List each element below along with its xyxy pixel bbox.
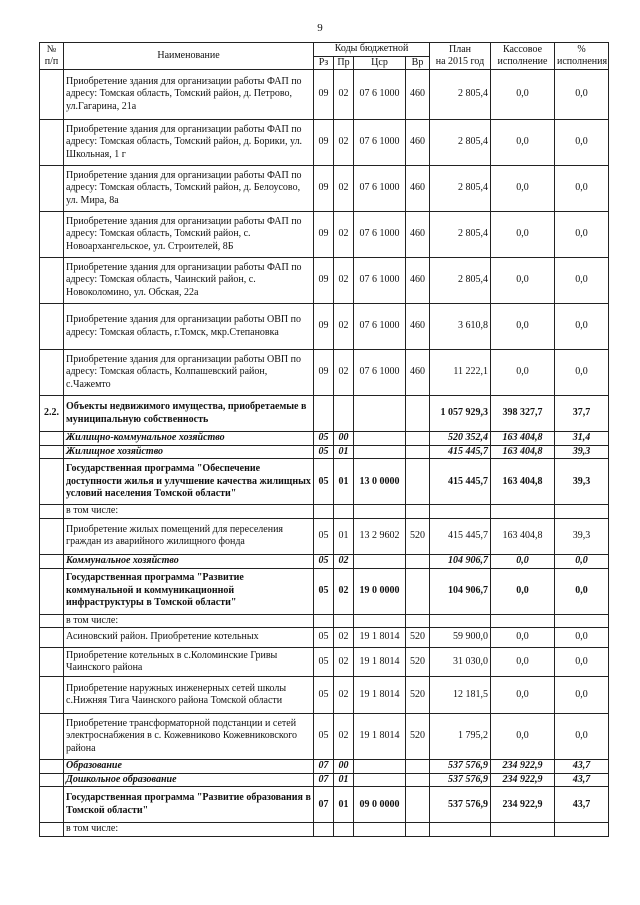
- row-rz: 07: [314, 773, 334, 787]
- row-vr: [406, 459, 430, 505]
- row-csr: 07 6 1000: [354, 350, 406, 396]
- row-rz: 05: [314, 518, 334, 554]
- row-percent: 39,3: [555, 459, 609, 505]
- row-number: [40, 554, 64, 568]
- header-num: № п/п: [40, 43, 64, 70]
- row-percent: 31,4: [555, 432, 609, 446]
- row-name: в том числе:: [64, 614, 314, 628]
- row-plan: 537 576,9: [430, 760, 491, 774]
- row-name: в том числе:: [64, 505, 314, 519]
- row-pr: 02: [334, 212, 354, 258]
- row-rz: [314, 396, 334, 432]
- row-number: [40, 823, 64, 837]
- row-cash: 163 404,8: [491, 459, 555, 505]
- row-plan: 3 610,8: [430, 304, 491, 350]
- row-plan: 31 030,0: [430, 648, 491, 677]
- row-percent: 0,0: [555, 350, 609, 396]
- row-csr: [354, 614, 406, 628]
- page-number: 9: [317, 22, 323, 34]
- row-name: Приобретение здания для организации работы ФАП по адресу: Томская область, Чаинский район, с. Новоколомино, ул. Обская, 22а: [64, 258, 314, 304]
- row-vr: 520: [406, 648, 430, 677]
- row-number: [40, 714, 64, 760]
- row-plan: 520 352,4: [430, 432, 491, 446]
- table-row: [40, 459, 609, 505]
- row-name: Приобретение наружных инженерных сетей школы с.Нижняя Тига Чаинского района Томской области: [64, 677, 314, 714]
- row-number: [40, 518, 64, 554]
- table-row: [40, 70, 609, 120]
- table-row: [40, 166, 609, 212]
- row-name: Жилищно-коммунальное хозяйство: [64, 432, 314, 446]
- row-percent: 37,7: [555, 396, 609, 432]
- row-cash: 0,0: [491, 648, 555, 677]
- row-csr: 13 0 0000: [354, 459, 406, 505]
- row-csr: 19 0 0000: [354, 568, 406, 614]
- row-vr: 460: [406, 166, 430, 212]
- row-number: [40, 350, 64, 396]
- table-row: [40, 614, 609, 628]
- row-pr: 02: [334, 568, 354, 614]
- row-name: Образование: [64, 760, 314, 774]
- header-codes-group: Коды бюджетной: [314, 43, 430, 57]
- table-body: [40, 70, 609, 837]
- row-name: Коммунальное хозяйство: [64, 554, 314, 568]
- row-rz: 05: [314, 445, 334, 459]
- row-vr: 460: [406, 258, 430, 304]
- row-rz: 09: [314, 166, 334, 212]
- row-vr: [406, 760, 430, 774]
- table-row: [40, 432, 609, 446]
- header-pr: Пр: [334, 56, 354, 70]
- row-vr: 520: [406, 714, 430, 760]
- row-vr: 460: [406, 120, 430, 166]
- row-percent: 43,7: [555, 787, 609, 823]
- header-cash: Кассовое исполнение: [491, 43, 555, 70]
- row-cash: [491, 823, 555, 837]
- row-pr: 01: [334, 459, 354, 505]
- row-rz: 09: [314, 212, 334, 258]
- row-pr: [334, 396, 354, 432]
- table-row: [40, 628, 609, 648]
- row-name: Приобретение трансформаторной подстанции и сетей электроснабжения в с. Кожевниково Кожевниковского района: [64, 714, 314, 760]
- row-cash: 234 922,9: [491, 773, 555, 787]
- row-percent: 0,0: [555, 628, 609, 648]
- row-rz: 07: [314, 760, 334, 774]
- row-number: [40, 304, 64, 350]
- row-rz: 05: [314, 459, 334, 505]
- row-plan: 1 795,2: [430, 714, 491, 760]
- table-row: [40, 648, 609, 677]
- row-number: [40, 648, 64, 677]
- row-name: Приобретение здания для организации работы ФАП по адресу: Томская область, Томский район, д. Белоусово, ул. Мира, 8а: [64, 166, 314, 212]
- row-pr: 02: [334, 677, 354, 714]
- table-row: [40, 505, 609, 519]
- row-pr: 01: [334, 445, 354, 459]
- row-plan: 1 057 929,3: [430, 396, 491, 432]
- row-vr: 520: [406, 518, 430, 554]
- row-percent: 0,0: [555, 677, 609, 714]
- row-rz: 09: [314, 70, 334, 120]
- budget-table: [39, 42, 609, 837]
- row-number: [40, 258, 64, 304]
- row-cash: 0,0: [491, 166, 555, 212]
- row-number: [40, 614, 64, 628]
- row-cash: [491, 505, 555, 519]
- row-pr: 02: [334, 258, 354, 304]
- row-number: [40, 212, 64, 258]
- row-percent: 0,0: [555, 166, 609, 212]
- row-cash: 0,0: [491, 628, 555, 648]
- row-cash: 0,0: [491, 258, 555, 304]
- row-vr: [406, 773, 430, 787]
- row-vr: [406, 568, 430, 614]
- row-csr: [354, 505, 406, 519]
- row-number: [40, 459, 64, 505]
- row-number: [40, 432, 64, 446]
- row-number: [40, 773, 64, 787]
- row-number: [40, 677, 64, 714]
- row-rz: [314, 823, 334, 837]
- row-rz: 05: [314, 648, 334, 677]
- row-number: [40, 445, 64, 459]
- row-pr: 01: [334, 773, 354, 787]
- row-vr: [406, 432, 430, 446]
- row-percent: 0,0: [555, 120, 609, 166]
- row-number: [40, 120, 64, 166]
- row-rz: 09: [314, 120, 334, 166]
- row-plan: 2 805,4: [430, 212, 491, 258]
- row-percent: [555, 614, 609, 628]
- row-number: [40, 760, 64, 774]
- row-plan: 415 445,7: [430, 518, 491, 554]
- row-name: Приобретение жилых помещений для переселения граждан из аварийного жилищного фонда: [64, 518, 314, 554]
- row-name: Приобретение здания для организации работы ФАП по адресу: Томская область, Томский район, д. Петрово, ул.Гагарина, 21а: [64, 70, 314, 120]
- table-row: [40, 568, 609, 614]
- row-pr: 02: [334, 554, 354, 568]
- row-cash: 234 922,9: [491, 760, 555, 774]
- row-plan: [430, 614, 491, 628]
- row-vr: [406, 787, 430, 823]
- row-percent: 0,0: [555, 568, 609, 614]
- row-csr: 07 6 1000: [354, 212, 406, 258]
- row-pr: 02: [334, 628, 354, 648]
- row-plan: 2 805,4: [430, 166, 491, 212]
- row-cash: 0,0: [491, 568, 555, 614]
- row-cash: 163 404,8: [491, 518, 555, 554]
- row-pr: 00: [334, 432, 354, 446]
- row-csr: 07 6 1000: [354, 120, 406, 166]
- row-name: Государственная программа "Развитие коммунальной и коммуникационной инфраструктуры в Томской области": [64, 568, 314, 614]
- row-csr: [354, 760, 406, 774]
- row-plan: 11 222,1: [430, 350, 491, 396]
- row-number: [40, 505, 64, 519]
- row-plan: 104 906,7: [430, 568, 491, 614]
- row-pr: 02: [334, 714, 354, 760]
- row-name: Государственная программа "Развитие образования в Томской области": [64, 787, 314, 823]
- table-row: [40, 258, 609, 304]
- row-name: Приобретение здания для организации работы ФАП по адресу: Томская область, Томский район, с. Новоархангельское, ул. Строителей, 8Б: [64, 212, 314, 258]
- row-cash: 0,0: [491, 554, 555, 568]
- row-percent: 0,0: [555, 714, 609, 760]
- row-cash: 0,0: [491, 304, 555, 350]
- row-csr: 19 1 8014: [354, 677, 406, 714]
- row-rz: 07: [314, 787, 334, 823]
- header-name: Наименование: [64, 43, 314, 70]
- header-percent: % исполнения: [555, 43, 609, 70]
- row-csr: 07 6 1000: [354, 70, 406, 120]
- row-rz: 09: [314, 350, 334, 396]
- row-csr: 07 6 1000: [354, 258, 406, 304]
- table-row: [40, 120, 609, 166]
- row-vr: 460: [406, 70, 430, 120]
- row-number: [40, 166, 64, 212]
- row-vr: 460: [406, 212, 430, 258]
- row-plan: 2 805,4: [430, 258, 491, 304]
- row-csr: 09 0 0000: [354, 787, 406, 823]
- row-csr: [354, 445, 406, 459]
- row-rz: 05: [314, 568, 334, 614]
- row-name: Жилищное хозяйство: [64, 445, 314, 459]
- row-vr: 520: [406, 677, 430, 714]
- row-cash: 398 327,7: [491, 396, 555, 432]
- row-plan: 537 576,9: [430, 773, 491, 787]
- row-plan: 415 445,7: [430, 445, 491, 459]
- row-rz: 05: [314, 677, 334, 714]
- row-name: Государственная программа "Обеспечение доступности жилья и улучшение качества жилищных условий населения Томской области": [64, 459, 314, 505]
- row-rz: 05: [314, 714, 334, 760]
- table-row: [40, 773, 609, 787]
- row-vr: [406, 445, 430, 459]
- row-plan: [430, 505, 491, 519]
- row-pr: 02: [334, 350, 354, 396]
- row-percent: 39,3: [555, 445, 609, 459]
- row-vr: [406, 614, 430, 628]
- table-row: [40, 823, 609, 837]
- table-row: [40, 677, 609, 714]
- table-row: [40, 714, 609, 760]
- row-percent: 39,3: [555, 518, 609, 554]
- row-rz: 09: [314, 304, 334, 350]
- row-name: Приобретение здания для организации работы ОВП по адресу: Томская область, г.Томск, мкр.Степановка: [64, 304, 314, 350]
- row-rz: 09: [314, 258, 334, 304]
- row-cash: 0,0: [491, 70, 555, 120]
- row-cash: 163 404,8: [491, 445, 555, 459]
- row-plan: 12 181,5: [430, 677, 491, 714]
- row-rz: 05: [314, 554, 334, 568]
- row-vr: 520: [406, 628, 430, 648]
- row-vr: 460: [406, 350, 430, 396]
- row-csr: [354, 396, 406, 432]
- row-percent: 0,0: [555, 212, 609, 258]
- row-pr: 01: [334, 518, 354, 554]
- row-percent: 0,0: [555, 258, 609, 304]
- row-pr: 01: [334, 787, 354, 823]
- table-row: [40, 350, 609, 396]
- table-row: [40, 760, 609, 774]
- row-pr: [334, 505, 354, 519]
- row-csr: 07 6 1000: [354, 304, 406, 350]
- row-percent: 0,0: [555, 304, 609, 350]
- row-csr: 07 6 1000: [354, 166, 406, 212]
- row-csr: 19 1 8014: [354, 714, 406, 760]
- table-row: [40, 445, 609, 459]
- row-vr: [406, 396, 430, 432]
- header-rz: Рз: [314, 56, 334, 70]
- row-plan: 2 805,4: [430, 70, 491, 120]
- row-pr: 02: [334, 648, 354, 677]
- row-percent: [555, 823, 609, 837]
- row-pr: [334, 614, 354, 628]
- row-number: [40, 787, 64, 823]
- row-plan: 2 805,4: [430, 120, 491, 166]
- row-cash: 163 404,8: [491, 432, 555, 446]
- row-percent: 0,0: [555, 70, 609, 120]
- row-number: [40, 70, 64, 120]
- row-pr: 02: [334, 304, 354, 350]
- row-pr: 02: [334, 166, 354, 212]
- row-percent: 43,7: [555, 760, 609, 774]
- row-cash: 0,0: [491, 350, 555, 396]
- row-vr: [406, 505, 430, 519]
- table-row: [40, 554, 609, 568]
- header-plan: План на 2015 год: [430, 43, 491, 70]
- row-name: Дошкольное образование: [64, 773, 314, 787]
- row-cash: 234 922,9: [491, 787, 555, 823]
- row-percent: 0,0: [555, 554, 609, 568]
- row-csr: [354, 773, 406, 787]
- row-rz: [314, 505, 334, 519]
- table-row: [40, 304, 609, 350]
- row-csr: 19 1 8014: [354, 628, 406, 648]
- row-name: Приобретение здания для организации работы ОВП по адресу: Томская область, Колпашевский район, с.Чажемто: [64, 350, 314, 396]
- row-number: [40, 628, 64, 648]
- row-csr: 13 2 9602: [354, 518, 406, 554]
- row-plan: [430, 823, 491, 837]
- row-number: [40, 568, 64, 614]
- row-csr: [354, 823, 406, 837]
- row-percent: [555, 505, 609, 519]
- row-cash: 0,0: [491, 677, 555, 714]
- table-row: [40, 787, 609, 823]
- row-vr: [406, 554, 430, 568]
- row-name: Асиновский район. Приобретение котельных: [64, 628, 314, 648]
- row-cash: 0,0: [491, 714, 555, 760]
- row-pr: 02: [334, 120, 354, 166]
- table-row: [40, 518, 609, 554]
- row-csr: [354, 432, 406, 446]
- row-cash: 0,0: [491, 212, 555, 258]
- row-plan: 104 906,7: [430, 554, 491, 568]
- row-vr: [406, 823, 430, 837]
- row-cash: 0,0: [491, 120, 555, 166]
- row-percent: 43,7: [555, 773, 609, 787]
- header-vr: Вр: [406, 56, 430, 70]
- row-cash: [491, 614, 555, 628]
- row-vr: 460: [406, 304, 430, 350]
- header-csr: Цср: [354, 56, 406, 70]
- row-pr: [334, 823, 354, 837]
- row-rz: 05: [314, 432, 334, 446]
- table-row: [40, 396, 609, 432]
- row-name: Приобретение здания для организации работы ФАП по адресу: Томская область, Томский район, д. Борики, ул. Школьная, 1 г: [64, 120, 314, 166]
- row-name: Приобретение котельных в с.Коломинские Гривы Чаинского района: [64, 648, 314, 677]
- row-rz: 05: [314, 628, 334, 648]
- row-pr: 00: [334, 760, 354, 774]
- row-rz: [314, 614, 334, 628]
- row-percent: 0,0: [555, 648, 609, 677]
- row-csr: [354, 554, 406, 568]
- table-row: [40, 212, 609, 258]
- row-plan: 537 576,9: [430, 787, 491, 823]
- row-name: Объекты недвижимого имущества, приобретаемые в муниципальную собственность: [64, 396, 314, 432]
- row-pr: 02: [334, 70, 354, 120]
- row-plan: 415 445,7: [430, 459, 491, 505]
- row-number: 2.2.: [40, 396, 64, 432]
- row-csr: 19 1 8014: [354, 648, 406, 677]
- row-name: в том числе:: [64, 823, 314, 837]
- row-plan: 59 900,0: [430, 628, 491, 648]
